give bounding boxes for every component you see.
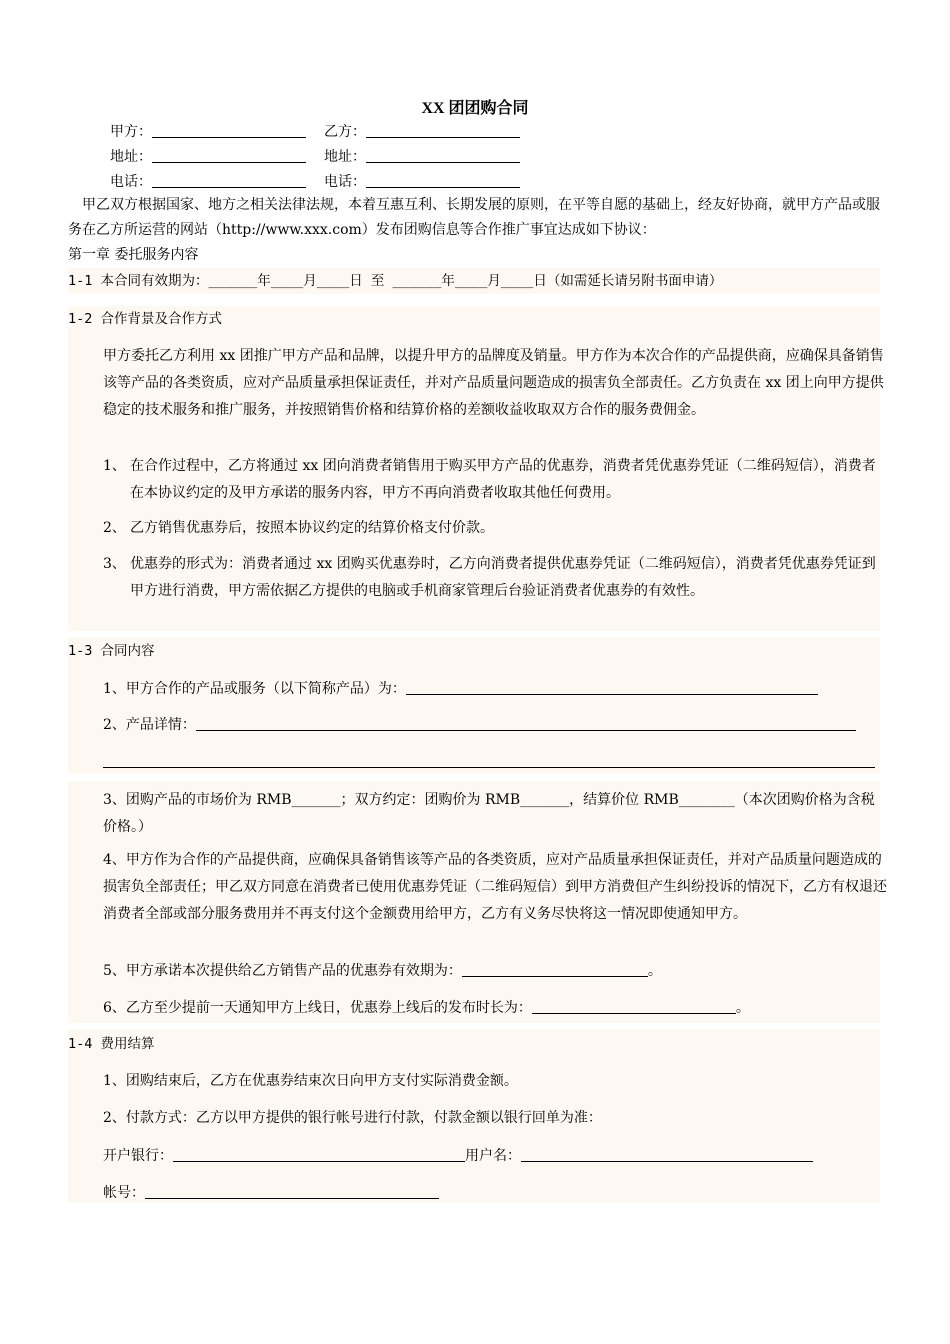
item-6-end: 。 — [735, 1000, 750, 1016]
product-detail-blank[interactable] — [196, 715, 856, 731]
phone-a-row — [110, 170, 306, 194]
address-b-row — [324, 145, 520, 169]
publish-duration-blank[interactable] — [532, 998, 736, 1014]
phone-b-blank[interactable] — [366, 172, 520, 188]
section-1-4-item-2: 2、付款方式：乙方以甲方提供的银行帐号进行付款，付款金额以银行回单为准： — [103, 1110, 602, 1126]
address-a-row — [110, 145, 306, 169]
item-number: 3、 — [103, 556, 126, 572]
product-blank[interactable] — [406, 679, 818, 695]
intro-paragraph: 甲乙双方根据国家、地方之相关法律法规，本着互惠互利、长期发展的原则，在平等自愿的基础上，经友好协商，就甲方产品或服务在乙方所运营的网站（http://www.xxx.com）发布团购信息等合作推广事宜达成如下协议： — [68, 197, 880, 238]
coupon-validity-blank[interactable] — [462, 961, 648, 977]
section-1-3-item-1 — [103, 676, 818, 703]
party-a-blank[interactable] — [152, 122, 306, 138]
address-b-blank[interactable] — [366, 147, 520, 163]
party-a-row — [110, 120, 306, 144]
bank-row — [103, 1143, 813, 1170]
item-number: 2、 — [103, 520, 126, 536]
bank-label: 开户银行： — [103, 1148, 173, 1164]
shade-1-3a — [68, 638, 880, 774]
item-2-label: 2、产品详情： — [103, 717, 196, 733]
party-b-label: 乙方： — [324, 124, 366, 140]
section-1-3-heading: 1-3 合同内容 — [68, 643, 155, 659]
party-b-row — [324, 120, 520, 144]
section-1-4-heading: 1-4 费用结算 — [68, 1036, 155, 1052]
account-row — [103, 1180, 439, 1207]
list-item: 在合作过程中，乙方将通过 xx 团向消费者销售用于购买甲方产品的优惠券，消费者凭优惠券凭证（二维码短信），消费者在本协议约定的及甲方承诺的服务内容，甲方不再向消费者收取其他任何费用。 — [130, 458, 876, 501]
phone-b-label: 电话： — [324, 174, 366, 190]
section-1-2-paragraph: 甲方委托乙方利用 xx 团推广甲方产品和品牌，以提升甲方的品牌度及销量。甲方作为本次合作的产品提供商，应确保具备销售该等产品的各类资质，应对产品质量承担保证责任，并对产品质量问题造成的损害负全部责任。乙方负责在 xx 团上向甲方提供稳定的技术服务和推广服务，并按照销售价格和结算价格的差额收益收取双方合作的服务费佣金。 — [103, 348, 884, 418]
product-detail-blank-2[interactable] — [103, 767, 875, 768]
phone-a-label: 电话： — [110, 174, 152, 190]
section-1-3-item-3: 3、团购产品的市场价为 RMB_______；双方约定：团购价为 RMB_______，结算价位 RMB________（本次团购价格为含税价格。） — [103, 792, 875, 835]
party-b-blank[interactable] — [366, 122, 520, 138]
list-item: 乙方销售优惠券后，按照本协议约定的结算价格支付价款。 — [130, 520, 494, 536]
section-1-1: 1-1 本合同有效期为：______年____月____日 至 ______年____月____日（如需延长请另附书面申请） — [68, 273, 723, 289]
address-a-label: 地址： — [110, 149, 152, 165]
chapter-1-heading: 第一章 委托服务内容 — [68, 247, 199, 263]
address-b-label: 地址： — [324, 149, 366, 165]
item-1-label: 1、甲方合作的产品或服务（以下简称产品）为： — [103, 681, 406, 697]
phone-a-blank[interactable] — [152, 172, 306, 188]
section-1-3-item-4: 4、甲方作为合作的产品提供商，应确保具备销售该等产品的各类资质，应对产品质量承担保证责任，并对产品质量问题造成的损害负全部责任；甲乙双方同意在消费者已使用优惠券凭证（二维码短信）到甲方消费但产生纠纷投诉的情况下，乙方有权退还消费者全部或部分服务费用并不再支付这个金额费用给甲方，乙方有义务尽快将这一情况即使通知甲方。 — [103, 852, 887, 922]
section-1-4-item-1: 1、团购结束后，乙方在优惠券结束次日向甲方支付实际消费金额。 — [103, 1073, 518, 1089]
account-label: 帐号： — [103, 1185, 145, 1201]
item-number: 1、 — [103, 458, 126, 474]
phone-b-row — [324, 170, 520, 194]
party-a-label: 甲方： — [110, 124, 152, 140]
account-blank[interactable] — [145, 1183, 439, 1199]
address-a-blank[interactable] — [152, 147, 306, 163]
section-1-2-heading: 1-2 合作背景及合作方式 — [68, 311, 223, 327]
section-1-3-item-6 — [103, 995, 750, 1022]
item-5-label: 5、甲方承诺本次提供给乙方销售产品的优惠券有效期为： — [103, 963, 462, 979]
item-6-label: 6、乙方至少提前一天通知甲方上线日，优惠券上线后的发布时长为： — [103, 1000, 532, 1016]
list-item: 优惠券的形式为：消费者通过 xx 团购买优惠券时，乙方向消费者提供优惠券凭证（二维码短信），消费者凭优惠券凭证到甲方进行消费，甲方需依据乙方提供的电脑或手机商家管理后台验证消费者优惠券的有效性。 — [130, 556, 876, 599]
section-1-3-item-5 — [103, 958, 662, 985]
document-title: XX 团团购合同 — [421, 100, 529, 117]
section-1-3-item-2 — [103, 712, 856, 739]
username-label: 用户名： — [465, 1148, 521, 1164]
item-5-end: 。 — [647, 963, 662, 979]
bank-blank[interactable] — [173, 1146, 465, 1162]
username-blank[interactable] — [521, 1146, 813, 1162]
